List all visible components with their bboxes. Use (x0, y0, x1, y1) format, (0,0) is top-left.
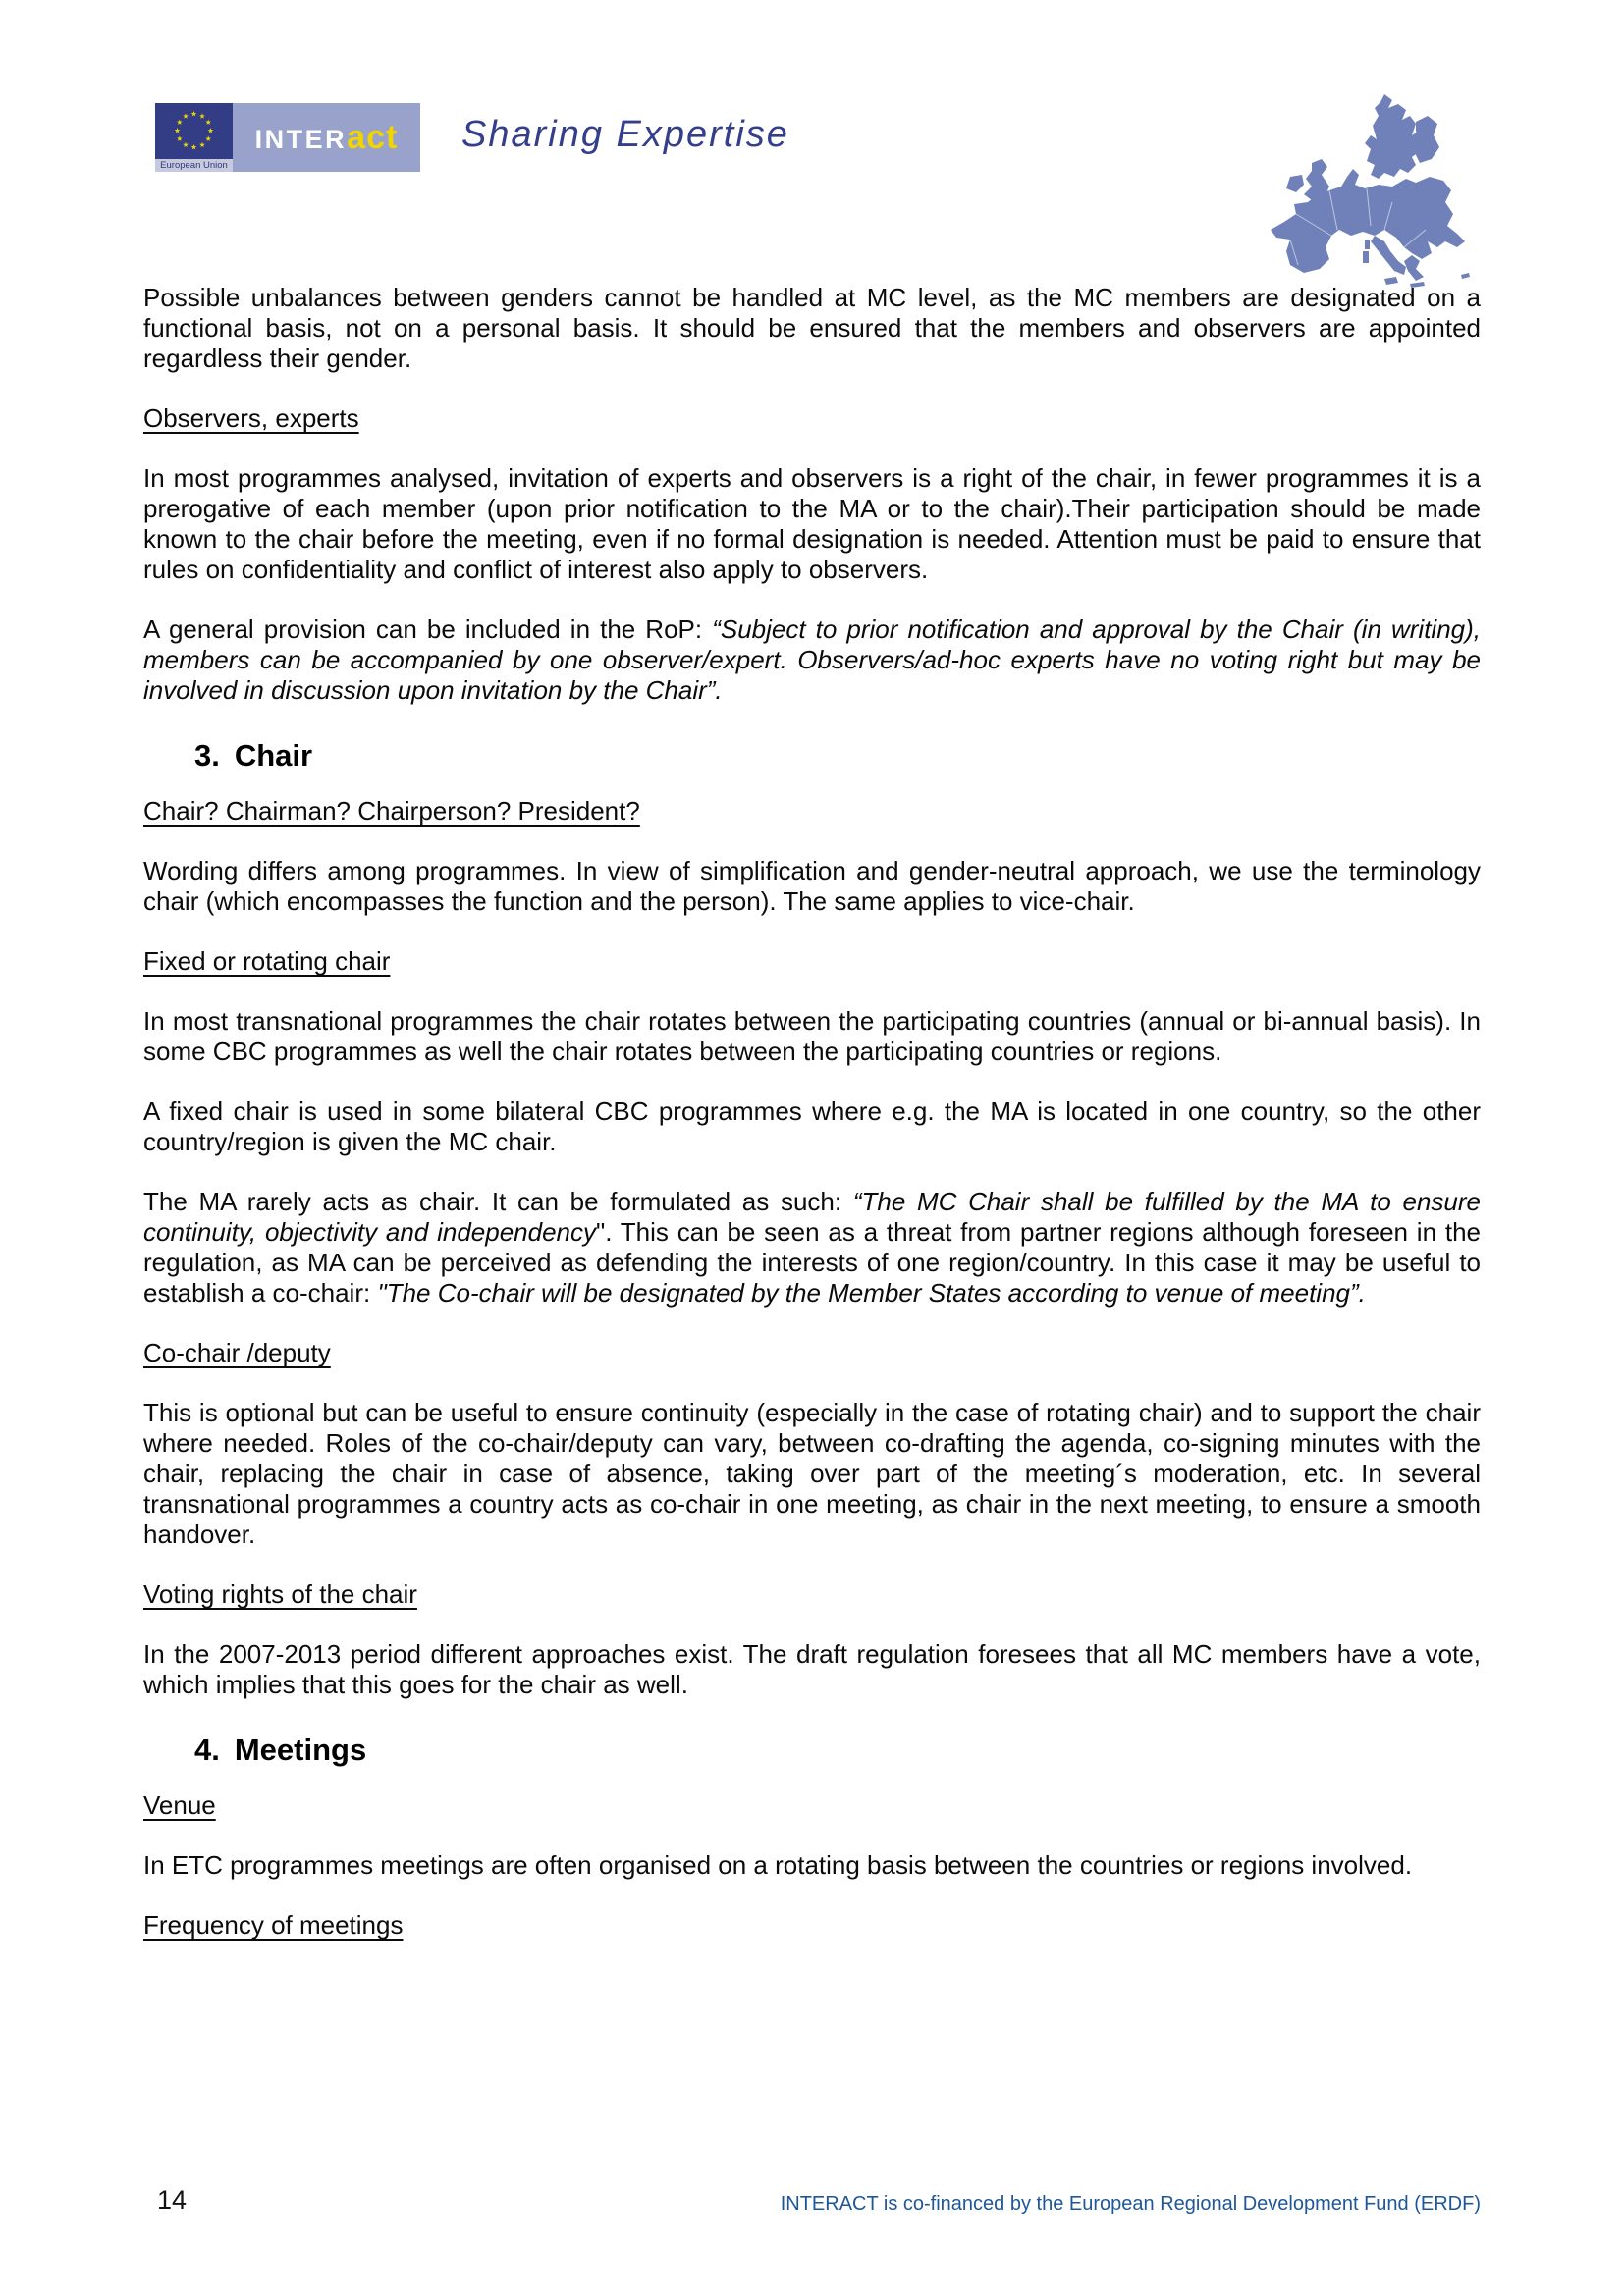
subheading-co-chair-deputy: Co-chair /deputy (143, 1338, 331, 1367)
document-body (143, 283, 1481, 1970)
paragraph-fixed-chair: A fixed chair is used in some bilateral CBC programmes where e.g. the MA is located in one country, so the other country/region is given the MC chair. (143, 1096, 1481, 1156)
paragraph-rop-provision (143, 614, 1481, 706)
text-run: A general provision can be included in the RoP: (143, 614, 713, 644)
paragraph-voting-rights: In the 2007-2013 period different approaches exist. The draft regulation foresees that all MC members have a vote, which implies that this goes for the chair as well. (143, 1639, 1481, 1699)
tagline-sharing-expertise: Sharing Expertise (461, 114, 789, 155)
page-number: 14 (157, 2185, 188, 2215)
section-title: Meetings (234, 1733, 367, 1767)
section-number: 3. (194, 738, 220, 773)
paragraph-rotating-chair: In most transnational programmes the chair rotates between the participating countries (annual or bi-annual basis). In some CBC programmes as well the chair rotates between the participating countries or regions. (143, 1006, 1481, 1066)
quote-run: “The MC Chair shall be fulfilled by the MA to ensure continuity, objectivity and independency (143, 1187, 1481, 1247)
wordmark-act: act (347, 118, 399, 156)
text-run: ". This can be seen as a threat from partner regions although foreseen in the regulation, as MA can be perceived as defending the interests of one region/country. In this case it may be useful to establish a co-chair: (143, 1217, 1481, 1308)
quote-run: “Subject to prior notification and approval by the Chair (in writing), members can be accompanied by one observer/expert. Observers/ad-hoc experts have no voting right but may be involved in discussion upon invitation by the Chair”. (143, 614, 1481, 705)
section-heading-chair (143, 735, 1481, 776)
wordmark-inter: INTER (254, 124, 348, 154)
paragraph-venue: In ETC programmes meetings are often organised on a rotating basis between the countries or regions involved. (143, 1850, 1413, 1880)
section-heading-meetings (143, 1730, 1481, 1771)
eu-flag-stars-icon (155, 103, 233, 159)
subheading-voting-rights: Voting rights of the chair (143, 1579, 417, 1609)
subheading-frequency-of-meetings: Frequency of meetings (143, 1910, 404, 1940)
subheading-fixed-or-rotating-chair: Fixed or rotating chair (143, 946, 391, 976)
eu-flag-label: European Union (155, 159, 233, 172)
paragraph-ma-as-chair (143, 1187, 1481, 1308)
eu-flag-block (155, 103, 233, 172)
europe-map-icon (1269, 92, 1473, 289)
section-number: 4. (194, 1733, 220, 1767)
text-run: The MA rarely acts as chair. It can be formulated as such: (143, 1187, 853, 1216)
paragraph-invitation-of-experts: In most programmes analysed, invitation of experts and observers is a right of the chair, in fewer programmes it is a prerogative of each member (upon prior notification to the MA or to the chair).Their participation should be made known to the chair before the meeting, even if no formal designation is needed. Attention must be paid to ensure that rules on confidentiality and conflict of interest also apply to observers. (143, 463, 1481, 584)
interact-logo (155, 103, 420, 172)
quote-run: "The Co-chair will be designated by the Member States according to venue of meeting”. (377, 1278, 1366, 1308)
subheading-venue: Venue (143, 1790, 216, 1820)
interact-wordmark-text (255, 119, 399, 157)
interact-wordmark (233, 103, 420, 172)
subheading-observers-experts: Observers, experts (143, 403, 359, 433)
paragraph-wording: Wording differs among programmes. In view of simplification and gender-neutral approach, we use the terminology chair (which encompasses the function and the person). The same applies to vice-chair. (143, 856, 1481, 916)
subheading-chair-terminology: Chair? Chairman? Chairperson? President? (143, 796, 640, 826)
section-title: Chair (234, 738, 313, 773)
paragraph-gender-balance: Possible unbalances between genders cannot be handled at MC level, as the MC members are designated on a functional basis, not on a personal basis. It should be ensured that the members and observers are appointed regardless their gender. (143, 283, 1481, 373)
funding-note: INTERACT is co-financed by the European Regional Development Fund (ERDF) (780, 2193, 1481, 2215)
paragraph-co-chair-roles: This is optional but can be useful to ensure continuity (especially in the case of rotating chair) and to support the chair where needed. Roles of the co-chair/deputy can vary, between co-drafting the agenda, co-signing minutes with the chair, replacing the chair in case of absence, taking over part of the meeting´s moderation, etc. In several transnational programmes a country acts as co-chair in one meeting, as chair in the next meeting, to ensure a smooth handover. (143, 1398, 1481, 1549)
